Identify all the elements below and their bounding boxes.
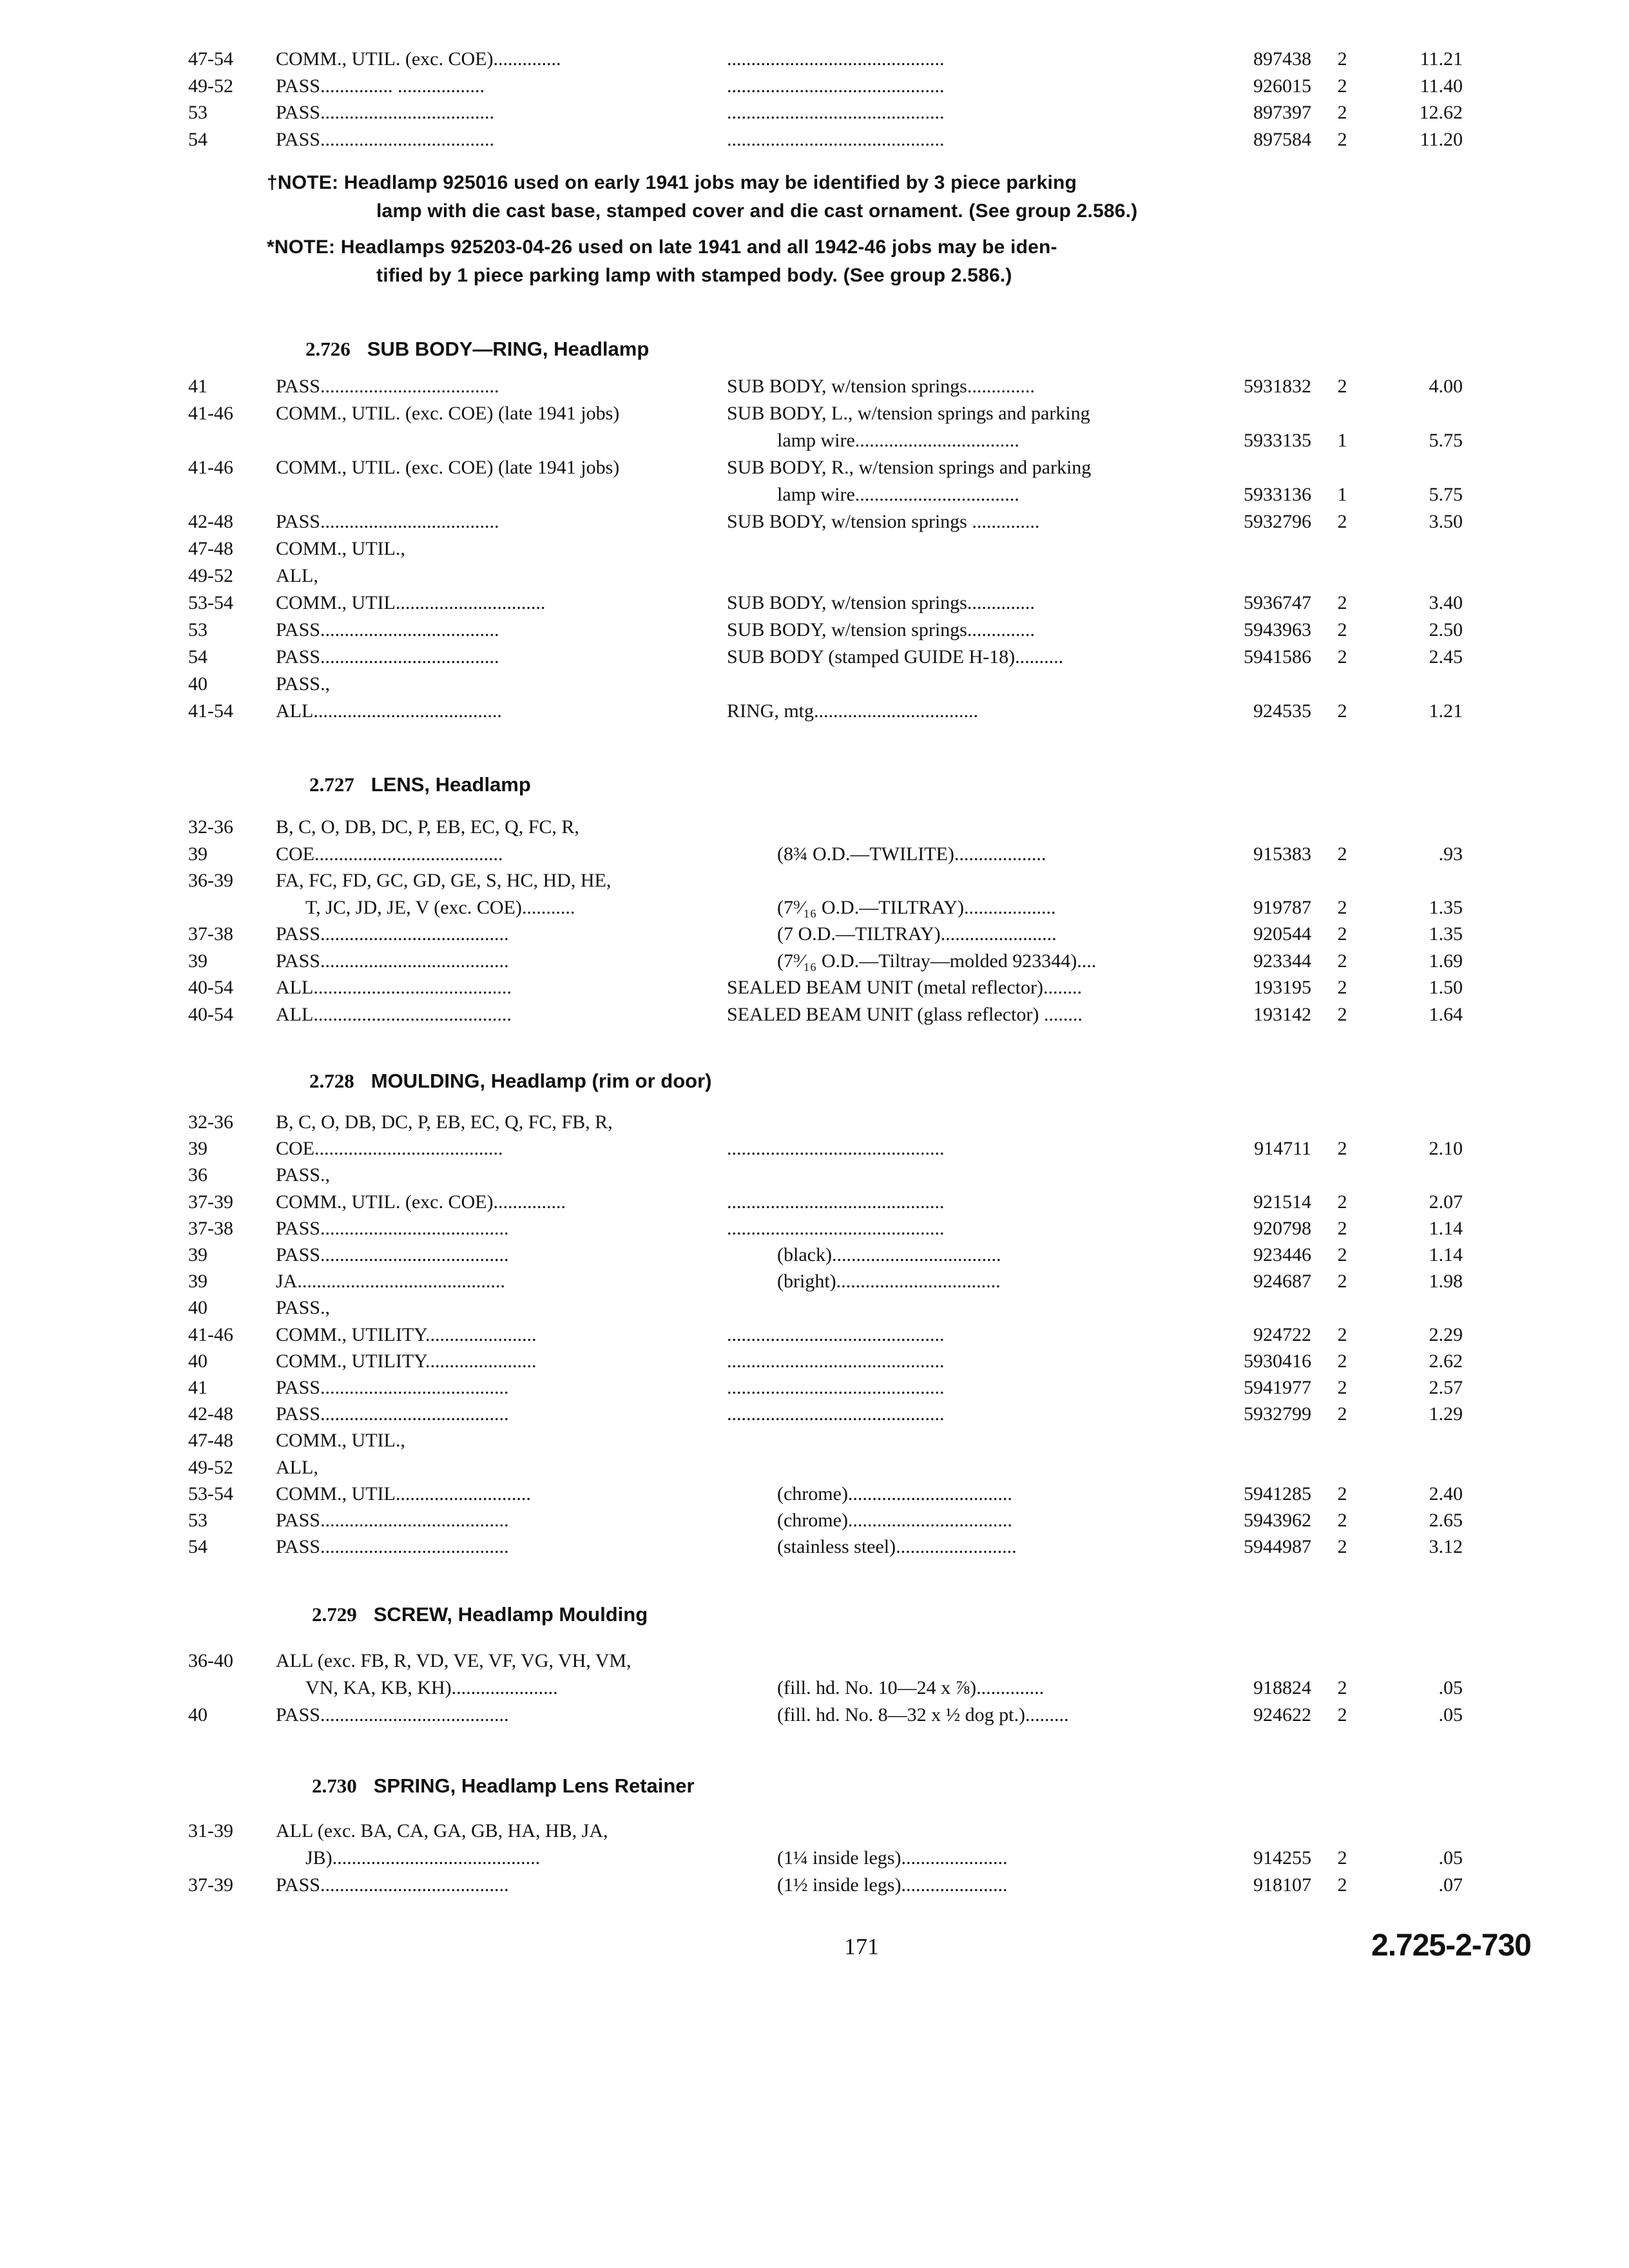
price-cell: 11.20 xyxy=(1420,128,1463,150)
price-cell: 5.75 xyxy=(1429,484,1463,505)
quantity-cell: 2 xyxy=(1337,896,1347,918)
models-cell: COE....................................... xyxy=(276,843,503,865)
part-number-cell: 924687 xyxy=(1253,1271,1311,1293)
quantity-cell: 2 xyxy=(1337,1003,1347,1025)
models-cell: ALL, xyxy=(276,1456,318,1478)
price-cell: 3.12 xyxy=(1429,1536,1463,1558)
table-row xyxy=(0,482,1629,508)
models-cell: PASS....................................... xyxy=(276,1874,509,1896)
part-number-cell: 914255 xyxy=(1253,1847,1311,1869)
price-cell: 4.00 xyxy=(1429,376,1463,397)
description-cell: SEALED BEAM UNIT (glass reflector) ........ xyxy=(727,1003,1083,1025)
quantity-cell: 2 xyxy=(1337,1483,1347,1504)
years-cell: 31-39 xyxy=(188,1820,233,1841)
table-row xyxy=(0,1508,1629,1533)
table-row xyxy=(0,1189,1629,1215)
note-1-line-1: †NOTE: Headlamp 925016 used on early 1941 jobs may be identified by 3 piece parking xyxy=(267,172,1077,193)
quantity-cell: 2 xyxy=(1337,1138,1347,1160)
description-cell: ............................................. xyxy=(727,1191,945,1213)
years-cell: 49-52 xyxy=(188,565,233,586)
part-number-cell: 923344 xyxy=(1253,950,1311,972)
models-cell: PASS.................................... xyxy=(276,102,494,123)
quantity-cell: 2 xyxy=(1337,1704,1347,1725)
years-cell: 37-39 xyxy=(188,1191,233,1213)
years-cell: 54 xyxy=(188,1536,207,1558)
quantity-cell: 2 xyxy=(1337,1350,1347,1372)
years-cell: 39 xyxy=(188,1244,207,1265)
part-number-cell: 923446 xyxy=(1253,1244,1311,1265)
models-cell: PASS....................................... xyxy=(276,1217,509,1239)
years-cell: 53-54 xyxy=(188,592,233,613)
table-row xyxy=(0,563,1629,589)
years-cell: 53 xyxy=(188,1510,207,1531)
part-number-cell: 5932799 xyxy=(1244,1403,1311,1425)
price-cell: 1.14 xyxy=(1429,1244,1463,1265)
section-title: SPRING, Headlamp Lens Retainer xyxy=(373,1774,695,1797)
price-cell: 2.57 xyxy=(1429,1377,1463,1398)
description-cell: (7 O.D.—TILTRAY)........................ xyxy=(777,923,1057,945)
part-number-cell: 5943962 xyxy=(1244,1510,1311,1531)
description-cell: ............................................. xyxy=(727,1323,945,1345)
table-row xyxy=(0,1818,1629,1844)
section-heading-2728 xyxy=(309,1068,712,1094)
models-cell: COMM., UTIL............................... xyxy=(276,592,546,613)
models-cell: JA........................................... xyxy=(276,1271,505,1293)
part-number-cell: 5930416 xyxy=(1244,1350,1311,1372)
description-cell: SUB BODY, R., w/tension springs and parking xyxy=(727,457,1092,478)
years-cell: 39 xyxy=(188,1271,207,1293)
years-cell: 49-52 xyxy=(188,75,233,97)
section-title: LENS, Headlamp xyxy=(371,773,531,796)
description-cell: (7⁹⁄₁₆ O.D.—TILTRAY)................... xyxy=(777,896,1056,918)
quantity-cell: 2 xyxy=(1337,1271,1347,1293)
section-number: 2.730 xyxy=(312,1774,357,1797)
part-number-cell: 5932796 xyxy=(1244,511,1311,532)
quantity-cell: 2 xyxy=(1337,1217,1347,1239)
models-cell: PASS....................................... xyxy=(276,1377,509,1398)
models-cell: COMM., UTIL. (exc. COE).............. xyxy=(276,48,561,70)
note-2-line-1: *NOTE: Headlamps 925203-04-26 used on late 1941 and all 1942-46 jobs may be iden- xyxy=(267,236,1057,258)
price-cell: 3.40 xyxy=(1429,592,1463,613)
price-cell: 1.21 xyxy=(1429,700,1463,722)
models-cell: ALL (exc. FB, R, VD, VE, VF, VG, VH, VM, xyxy=(276,1650,631,1671)
models-cell: PASS....................................... xyxy=(276,1403,509,1425)
price-cell: 1.50 xyxy=(1429,977,1463,998)
years-cell: 39 xyxy=(188,1138,207,1160)
description-cell: ............................................. xyxy=(727,102,945,123)
quantity-cell: 2 xyxy=(1337,1536,1347,1558)
models-cell: PASS............... .................. xyxy=(276,75,485,97)
description-cell: ............................................. xyxy=(727,75,945,97)
section-heading-2726 xyxy=(305,336,649,362)
table-row xyxy=(0,1872,1629,1898)
description-cell: (black)................................... xyxy=(777,1244,1001,1265)
table-row xyxy=(0,1845,1629,1871)
quantity-cell: 2 xyxy=(1337,511,1347,532)
models-cell: PASS..................................... xyxy=(276,511,499,532)
table-row xyxy=(0,1216,1629,1242)
models-cell: COMM., UTIL., xyxy=(276,538,405,559)
table-row xyxy=(0,428,1629,454)
table-row xyxy=(0,644,1629,670)
part-number-cell: 897397 xyxy=(1253,102,1311,123)
models-cell: ALL (exc. BA, CA, GA, GB, HA, HB, JA, xyxy=(276,1820,608,1841)
models-cell: PASS.................................... xyxy=(276,128,494,150)
models-cell: PASS....................................... xyxy=(276,1244,509,1265)
part-number-cell: 897584 xyxy=(1253,128,1311,150)
years-cell: 53-54 xyxy=(188,1483,233,1504)
years-cell: 49-52 xyxy=(188,1456,233,1478)
models-cell: B, C, O, DB, DC, P, EB, EC, Q, FC, R, xyxy=(276,816,579,838)
section-number: 2.729 xyxy=(312,1603,357,1626)
table-row xyxy=(0,814,1629,840)
models-cell: PASS....................................... xyxy=(276,1704,509,1725)
models-cell: COMM., UTILITY....................... xyxy=(276,1323,537,1345)
description-cell: SUB BODY, w/tension springs.............. xyxy=(727,376,1035,397)
section-title: SUB BODY—RING, Headlamp xyxy=(367,338,650,360)
years-cell: 54 xyxy=(188,646,207,668)
price-cell: 11.21 xyxy=(1420,48,1463,70)
years-cell: 40 xyxy=(188,1350,207,1372)
models-cell: B, C, O, DB, DC, P, EB, EC, Q, FC, FB, R, xyxy=(276,1111,613,1133)
description-cell: ............................................. xyxy=(727,128,945,150)
models-cell: COMM., UTIL............................ xyxy=(276,1483,531,1504)
table-row xyxy=(0,374,1629,399)
price-cell: 2.10 xyxy=(1429,1138,1463,1160)
description-cell: SEALED BEAM UNIT (metal reflector)........ xyxy=(727,977,1082,998)
years-cell: 54 xyxy=(188,128,207,150)
years-cell: 41-46 xyxy=(188,457,233,478)
table-row xyxy=(0,590,1629,616)
part-number-cell: 919787 xyxy=(1253,896,1311,918)
quantity-cell: 2 xyxy=(1337,48,1347,70)
table-row xyxy=(0,1242,1629,1268)
quantity-cell: 2 xyxy=(1337,977,1347,998)
table-row xyxy=(0,921,1629,947)
part-number-cell: 5933136 xyxy=(1244,484,1311,505)
description-cell: RING, mtg.................................. xyxy=(727,700,978,722)
price-cell: 5.75 xyxy=(1429,430,1463,451)
quantity-cell: 2 xyxy=(1337,619,1347,640)
years-cell: 39 xyxy=(188,843,207,865)
years-cell: 41-54 xyxy=(188,700,233,722)
table-row xyxy=(0,1349,1629,1374)
table-row xyxy=(0,1002,1629,1028)
group-range: 2.725-2-730 xyxy=(1371,1928,1531,1963)
part-number-cell: 924722 xyxy=(1253,1323,1311,1345)
description-cell: SUB BODY, w/tension springs.............. xyxy=(727,619,1035,640)
part-number-cell: 921514 xyxy=(1253,1191,1311,1213)
models-cell: PASS....................................... xyxy=(276,1510,509,1531)
section-title: MOULDING, Headlamp (rim or door) xyxy=(371,1070,712,1092)
price-cell: 2.65 xyxy=(1429,1510,1463,1531)
table-row xyxy=(0,1322,1629,1348)
note-1 xyxy=(267,169,1137,226)
years-cell: 47-48 xyxy=(188,538,233,559)
quantity-cell: 2 xyxy=(1337,1677,1347,1698)
price-cell: 1.29 xyxy=(1429,1403,1463,1425)
table-row xyxy=(0,1675,1629,1701)
section-heading-2729 xyxy=(312,1602,648,1628)
years-cell: 53 xyxy=(188,619,207,640)
table-row xyxy=(0,1428,1629,1454)
models-cell: PASS....................................... xyxy=(276,923,509,945)
section-heading-2727 xyxy=(309,772,531,798)
table-row xyxy=(0,46,1629,72)
models-cell: ALL......................................... xyxy=(276,1003,512,1025)
quantity-cell: 1 xyxy=(1337,484,1347,505)
models-cell: PASS..................................... xyxy=(276,646,499,668)
part-number-cell: 5941586 xyxy=(1244,646,1311,668)
models-cell: PASS..................................... xyxy=(276,619,499,640)
description-cell: SUB BODY, w/tension springs .............. xyxy=(727,511,1040,532)
years-cell: 39 xyxy=(188,950,207,972)
price-cell: .05 xyxy=(1438,1704,1463,1725)
part-number-cell: 5941285 xyxy=(1244,1483,1311,1504)
table-row xyxy=(0,1375,1629,1401)
part-number-cell: 5931832 xyxy=(1244,376,1311,397)
models-cell: ALL, xyxy=(276,565,318,586)
price-cell: 1.64 xyxy=(1429,1003,1463,1025)
description-cell: SUB BODY (stamped GUIDE H-18).......... xyxy=(727,646,1064,668)
models-cell: COMM., UTIL. (exc. COE) (late 1941 jobs) xyxy=(276,403,620,424)
price-cell: .05 xyxy=(1438,1847,1463,1869)
quantity-cell: 2 xyxy=(1337,376,1347,397)
table-row xyxy=(0,1269,1629,1294)
section-title: SCREW, Headlamp Moulding xyxy=(373,1603,648,1626)
price-cell: 1.35 xyxy=(1429,896,1463,918)
price-cell: 2.45 xyxy=(1429,646,1463,668)
description-cell: ............................................. xyxy=(727,1377,945,1398)
years-cell: 40-54 xyxy=(188,977,233,998)
table-row xyxy=(0,1455,1629,1481)
price-cell: 2.07 xyxy=(1429,1191,1463,1213)
description-cell: (fill. hd. No. 8—32 x ½ dog pt.)......... xyxy=(777,1704,1069,1725)
quantity-cell: 2 xyxy=(1337,1403,1347,1425)
price-cell: 12.62 xyxy=(1419,102,1463,123)
quantity-cell: 1 xyxy=(1337,430,1347,451)
price-cell: 11.40 xyxy=(1420,75,1463,97)
table-row xyxy=(0,536,1629,562)
table-row xyxy=(0,1534,1629,1560)
part-number-cell: 914711 xyxy=(1254,1138,1311,1160)
part-number-cell: 918107 xyxy=(1253,1874,1311,1896)
note-2 xyxy=(267,233,1057,290)
description-cell: (stainless steel)......................... xyxy=(777,1536,1017,1558)
price-cell: 2.50 xyxy=(1429,619,1463,640)
price-cell: 1.98 xyxy=(1429,1271,1463,1293)
years-cell: 41-46 xyxy=(188,403,233,424)
section-heading-2730 xyxy=(312,1773,695,1799)
description-cell: ............................................. xyxy=(727,1217,945,1239)
table-row xyxy=(0,455,1629,481)
table-row xyxy=(0,1295,1629,1321)
part-number-cell: 5936747 xyxy=(1244,592,1311,613)
quantity-cell: 2 xyxy=(1337,1874,1347,1896)
part-number-cell: 5944987 xyxy=(1244,1536,1311,1558)
description-cell: ............................................. xyxy=(727,1350,945,1372)
part-number-cell: 926015 xyxy=(1253,75,1311,97)
years-cell: 53 xyxy=(188,102,207,123)
price-cell: 1.69 xyxy=(1429,950,1463,972)
models-cell: COMM., UTIL. (exc. COE)............... xyxy=(276,1191,566,1213)
table-row xyxy=(0,1401,1629,1427)
table-row xyxy=(0,100,1629,126)
part-number-cell: 193142 xyxy=(1253,1003,1311,1025)
years-cell: 42-48 xyxy=(188,511,233,532)
table-row xyxy=(0,1136,1629,1162)
table-row xyxy=(0,401,1629,427)
quantity-cell: 2 xyxy=(1337,592,1347,613)
quantity-cell: 2 xyxy=(1337,102,1347,123)
years-cell: 41 xyxy=(188,376,207,397)
note-2-line-2: tified by 1 piece parking lamp with stamped body. (See group 2.586.) xyxy=(376,265,1012,286)
quantity-cell: 2 xyxy=(1337,700,1347,722)
price-cell: 2.62 xyxy=(1429,1350,1463,1372)
table-row xyxy=(0,948,1629,974)
price-cell: 2.29 xyxy=(1429,1323,1463,1345)
quantity-cell: 2 xyxy=(1337,75,1347,97)
section-number: 2.726 xyxy=(305,338,351,360)
years-cell: 42-48 xyxy=(188,1403,233,1425)
part-number-cell: 924535 xyxy=(1253,700,1311,722)
description-cell: ............................................. xyxy=(727,1138,945,1160)
quantity-cell: 2 xyxy=(1337,1323,1347,1345)
description-cell: (bright).................................. xyxy=(777,1271,1001,1293)
models-cell: COMM., UTIL., xyxy=(276,1430,405,1452)
description-cell: ............................................. xyxy=(727,48,945,70)
section-number: 2.728 xyxy=(309,1070,354,1092)
models-cell: ALL......................................... xyxy=(276,977,512,998)
description-cell: (8¾ O.D.—TWILITE)................... xyxy=(777,843,1046,865)
years-cell: 36 xyxy=(188,1164,207,1186)
years-cell: 36-40 xyxy=(188,1650,233,1671)
table-row xyxy=(0,1702,1629,1728)
description-cell: SUB BODY, w/tension springs.............. xyxy=(727,592,1035,613)
table-row xyxy=(0,1481,1629,1507)
years-cell: 41 xyxy=(188,1377,207,1398)
table-row xyxy=(0,1162,1629,1188)
table-row xyxy=(0,509,1629,535)
description-cell: lamp wire.................................. xyxy=(777,484,1019,505)
table-row xyxy=(0,1110,1629,1135)
models-cell: PASS....................................... xyxy=(276,1536,509,1558)
models-cell: ALL....................................... xyxy=(276,700,502,722)
price-cell: .93 xyxy=(1438,843,1463,865)
years-cell: 32-36 xyxy=(188,816,233,838)
description-cell: (1¼ inside legs)...................... xyxy=(777,1847,1008,1869)
note-1-line-2: lamp with die cast base, stamped cover and die cast ornament. (See group 2.586.) xyxy=(376,200,1138,222)
models-cell: COMM., UTILITY....................... xyxy=(276,1350,537,1372)
description-cell: (1½ inside legs)...................... xyxy=(777,1874,1008,1896)
price-cell: 2.40 xyxy=(1429,1483,1463,1504)
page-number: 171 xyxy=(844,1934,879,1959)
table-row xyxy=(0,975,1629,1001)
models-cell: JB)........................................... xyxy=(305,1847,541,1869)
quantity-cell: 2 xyxy=(1337,646,1347,668)
part-number-cell: 920544 xyxy=(1253,923,1311,945)
part-number-cell: 915383 xyxy=(1253,843,1311,865)
part-number-cell: 5941977 xyxy=(1244,1377,1311,1398)
quantity-cell: 2 xyxy=(1337,1510,1347,1531)
table-row xyxy=(0,617,1629,643)
years-cell: 36-39 xyxy=(188,870,233,891)
price-cell: 1.35 xyxy=(1429,923,1463,945)
price-cell: 1.14 xyxy=(1429,1217,1463,1239)
table-row xyxy=(0,1648,1629,1674)
description-cell: (fill. hd. No. 10—24 x ⅞).............. xyxy=(777,1677,1045,1698)
table-row xyxy=(0,127,1629,153)
table-row xyxy=(0,73,1629,99)
years-cell: 37-38 xyxy=(188,923,233,945)
years-cell: 32-36 xyxy=(188,1111,233,1133)
models-cell: VN, KA, KB, KH)...................... xyxy=(305,1677,558,1698)
description-cell: (7⁹⁄₁₆ O.D.—Tiltray—molded 923344).... xyxy=(777,950,1097,972)
price-cell: .07 xyxy=(1438,1874,1463,1896)
quantity-cell: 2 xyxy=(1337,1847,1347,1869)
quantity-cell: 2 xyxy=(1337,923,1347,945)
years-cell: 37-38 xyxy=(188,1217,233,1239)
models-cell: COMM., UTIL. (exc. COE) (late 1941 jobs) xyxy=(276,457,620,478)
part-number-cell: 193195 xyxy=(1253,977,1311,998)
price-cell: 3.50 xyxy=(1429,511,1463,532)
years-cell: 40 xyxy=(188,673,207,695)
models-cell: T, JC, JD, JE, V (exc. COE)........... xyxy=(305,896,575,918)
part-number-cell: 5943963 xyxy=(1244,619,1311,640)
part-number-cell: 924622 xyxy=(1253,1704,1311,1725)
table-row xyxy=(0,895,1629,921)
quantity-cell: 2 xyxy=(1337,1244,1347,1265)
models-cell: PASS., xyxy=(276,1164,330,1186)
description-cell: lamp wire.................................. xyxy=(777,430,1019,451)
quantity-cell: 2 xyxy=(1337,1191,1347,1213)
section-number: 2.727 xyxy=(309,773,354,796)
years-cell: 40 xyxy=(188,1704,207,1725)
table-row xyxy=(0,698,1629,724)
quantity-cell: 2 xyxy=(1337,1377,1347,1398)
quantity-cell: 2 xyxy=(1337,843,1347,865)
description-cell: ............................................. xyxy=(727,1403,945,1425)
part-number-cell: 5933135 xyxy=(1244,430,1311,451)
models-cell: FA, FC, FD, GC, GD, GE, S, HC, HD, HE, xyxy=(276,870,612,891)
part-number-cell: 918824 xyxy=(1253,1677,1311,1698)
quantity-cell: 2 xyxy=(1337,128,1347,150)
price-cell: .05 xyxy=(1438,1677,1463,1698)
years-cell: 37-39 xyxy=(188,1874,233,1896)
years-cell: 47-54 xyxy=(188,48,233,70)
models-cell: PASS..................................... xyxy=(276,376,499,397)
description-cell: SUB BODY, L., w/tension springs and parking xyxy=(727,403,1090,424)
years-cell: 40-54 xyxy=(188,1003,233,1025)
table-row xyxy=(0,841,1629,867)
part-number-cell: 920798 xyxy=(1253,1217,1311,1239)
table-row xyxy=(0,868,1629,894)
years-cell: 47-48 xyxy=(188,1430,233,1452)
years-cell: 40 xyxy=(188,1297,207,1319)
models-cell: PASS....................................... xyxy=(276,950,509,972)
models-cell: COE....................................... xyxy=(276,1138,503,1160)
part-number-cell: 897438 xyxy=(1253,48,1311,70)
table-row xyxy=(0,671,1629,697)
description-cell: (chrome).................................. xyxy=(777,1483,1012,1504)
models-cell: PASS., xyxy=(276,1297,330,1319)
years-cell: 41-46 xyxy=(188,1323,233,1345)
models-cell: PASS., xyxy=(276,673,330,695)
quantity-cell: 2 xyxy=(1337,950,1347,972)
description-cell: (chrome).................................. xyxy=(777,1510,1012,1531)
